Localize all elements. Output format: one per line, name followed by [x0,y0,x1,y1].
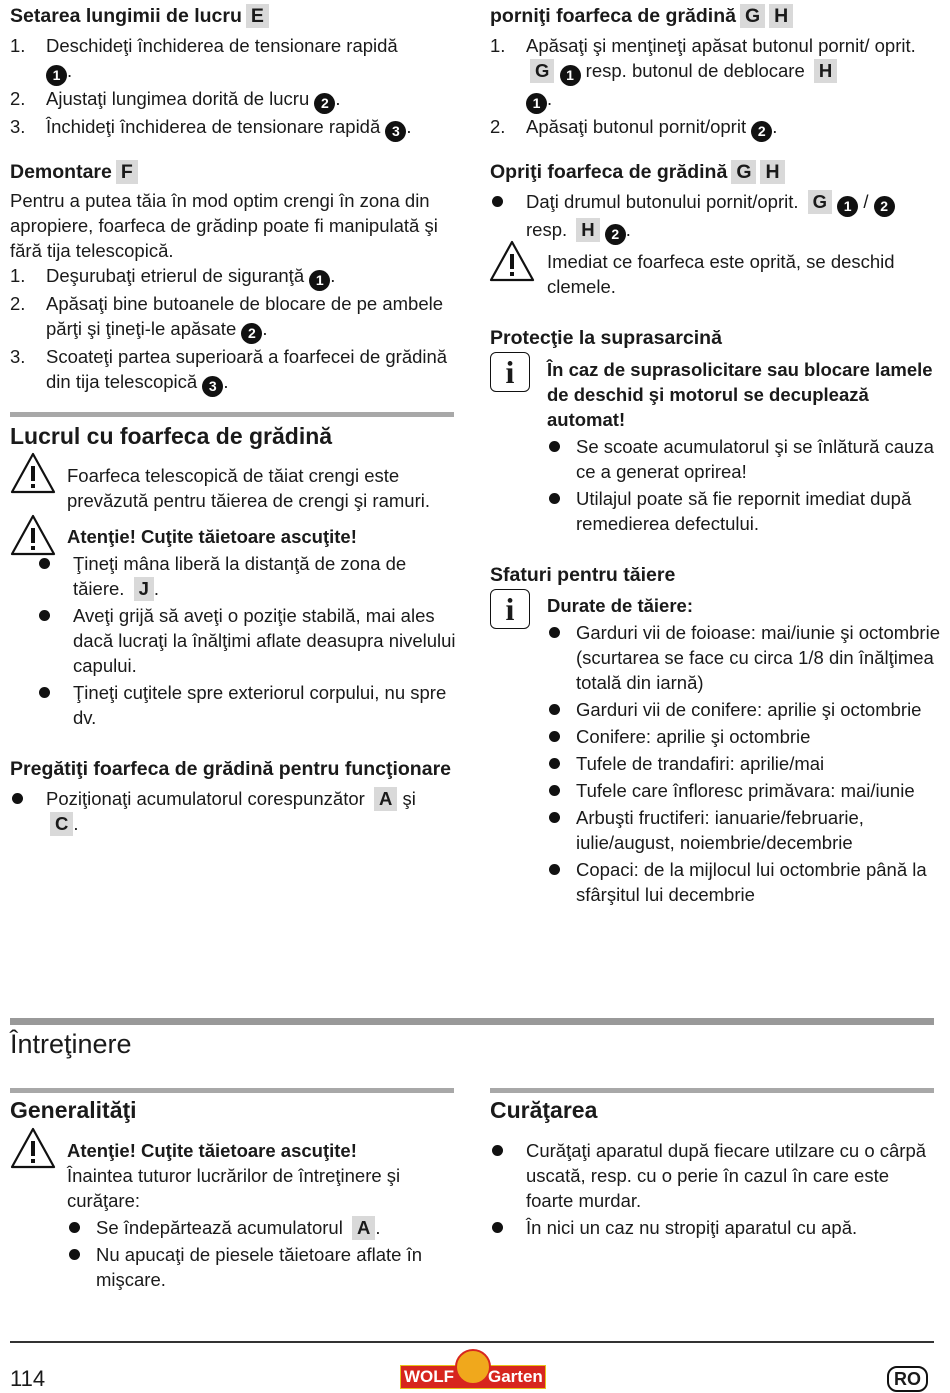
figure-tag: G [530,59,554,83]
info-icon: i [490,589,530,629]
list-item: 3. Scoateţi partea superioară a foarfecei de grădină din tija telescopică 3 . [10,344,455,397]
section-rule [10,1018,934,1025]
warning-title: Atenţie! Cuţite tăietoare ascuţite! [67,1140,357,1161]
heading-working-length: Setarea lungimii de lucru E [10,3,455,29]
section-stop [490,159,935,247]
step-number-icon: 3 [385,121,406,142]
list-item: Ţineţi mâna liberă la distanţă de zona de tăiere. J . [37,551,457,601]
figure-tag: A [352,1216,375,1240]
list-item: 1. Apăsaţi şi menţineţi apăsat butonul pornit/ oprit. G 1 resp. butonul de deblocare H 1 . [490,33,935,114]
list-item: Se scoate acumulatorul şi se înlătură cauza ce a generat oprirea! [547,434,942,484]
info-text: În caz de suprasolicitare sau blocare lamele de deschid şi motorul se decuplează automat! [547,359,933,430]
list-item: 1. Deschideţi închiderea de tensionare rapidă 1 . [10,33,455,86]
cleaning-list [490,1138,935,1242]
section-rule [10,412,454,417]
step-number-icon: 2 [314,93,335,114]
figure-tag: H [760,160,784,184]
section-working-length [10,3,455,142]
list-item: Tufele de trandafiri: aprilie/mai [547,751,942,776]
warning-block [67,1138,452,1294]
list-item: Ţineţi cuţitele spre exteriorul corpului, nu spre dv. [37,680,457,730]
step-number-icon: 2 [241,323,262,344]
footer-rule [10,1341,934,1343]
list-item: Daţi drumul butonului pornit/oprit. G 1 / 2 resp. H 2 . [490,189,935,245]
list-item: Utilajul poate să fie repornit imediat după remedierea defectului. [547,486,942,536]
list-item: Nu apucaţi de piesele tăietoare aflate în mişcare. [67,1242,452,1292]
figure-tag: H [769,4,793,28]
list-item: Poziţionaţi acumulatorul corespunzător A şi C . [10,786,455,836]
heading-cleaning: Curăţarea [490,1097,598,1123]
figure-tag: F [116,160,138,184]
info-block [547,593,942,909]
list-item: Se îndepărtează acumulatorul A . [67,1215,452,1240]
info-block [547,357,942,538]
list-item: 3. Închideţi închiderea de tensionare rapidă 3 . [10,114,455,142]
heading-working: Lucrul cu foarfeca de grădină [10,423,333,449]
section-rule [10,1088,454,1093]
list-item: Garduri vii de conifere: aprilie şi octombrie [547,697,942,722]
figure-tag: H [814,59,837,83]
warning-text: Înaintea tuturor lucrărilor de întreţinere şi curăţare: [67,1165,401,1211]
language-badge: RO [887,1366,928,1392]
step-number-icon: 1 [526,93,547,114]
list-item: 2. Ajustaţi lungimea dorită de lucru 2 . [10,86,455,114]
warning-icon [10,1126,56,1170]
figure-tag: H [576,218,599,242]
info-icon: i [490,352,530,392]
list-item: Arbuşti fructiferi: ianuarie/februarie, iulie/august, noiembrie/decembrie [547,805,942,855]
step-number-icon: 3 [202,376,223,397]
page-number: 114 [10,1366,46,1391]
list-item: 2. Apăsaţi bine butoanele de blocare de pe ambele părţi şi ţineţi-le apăsate 2 . [10,291,455,344]
warning-icon [10,451,56,495]
intro-text: Pentru a putea tăia în mod optim crengi în zona din apropiere, foarfeca de grădinp poate fi manipulată şi fără tija telescopică. [10,190,438,261]
list-item: Aveţi grijă să aveţi o poziţie stabilă, mai ales dacă lucraţi la înălţimi aflate deasupra nivelului capului. [37,603,457,678]
heading-demontare: Demontare F [10,159,455,185]
list-item: Garduri vii de foioase: mai/iunie şi octombrie (scurtarea se face cu circa 1/8 din înălţimea totală din iarnă) [547,620,942,695]
section-demontare [10,159,455,397]
step-number-icon: 1 [46,65,67,86]
figure-tag: G [740,4,765,28]
section-overload [490,325,935,351]
heading-start: porniţi foarfeca de grădină G H [490,3,935,29]
section-tips [490,562,935,588]
step-number-icon: 2 [605,224,626,245]
step-number-icon: 1 [560,65,581,86]
list-item: Copaci: de la mijlocul lui octombrie până la sfârşitul lui decembrie [547,857,942,907]
figure-tag: J [134,577,154,601]
warning-title: Atenţie! Cuţite tăietoare ascuţite! [67,526,357,547]
heading-prepare: Pregătiţi foarfeca de grădină pentru funcţionare [10,758,451,780]
list-item: În nici un caz nu stropiţi aparatul cu apă. [490,1215,935,1240]
list-item: Curăţaţi aparatul după fiecare utilzare cu o cârpă uscată, resp. cu o perie în cazul în care este foarte murdar. [490,1138,935,1213]
wolf-head-icon [455,1349,491,1385]
heading-tips: Sfaturi pentru tăiere [490,564,676,586]
step-number-icon: 2 [874,196,895,217]
list-item: Conifere: aprilie şi octombrie [547,724,942,749]
section-rule [490,1088,934,1093]
heading-maintenance: Întreţinere [10,1029,132,1059]
section-working [10,421,455,451]
heading-general: Generalităţi [10,1097,137,1123]
figure-tag: G [731,160,756,184]
warning-block [67,524,457,732]
step-number-icon: 1 [309,270,330,291]
info-text: Durate de tăiere: [547,595,693,616]
step-number-icon: 1 [837,196,858,217]
warning-icon [489,239,535,283]
wolf-garten-logo: WOLF Garten [400,1349,546,1389]
warning-text: Imediat ce foarfeca este oprită, se deschid clemele. [547,251,895,297]
section-prepare [10,756,455,838]
list-item: 2. Apăsaţi butonul pornit/oprit 2 . [490,114,935,142]
list-item: 1. Deşurubaţi etrierul de siguranţă 1 . [10,263,455,291]
list-item: Tufele care înfloresc primăvara: mai/iunie [547,778,942,803]
step-number-icon: 2 [751,121,772,142]
figure-tag: C [50,812,73,836]
figure-tag: E [246,4,269,28]
figure-tag: G [808,190,832,214]
heading-overload: Protecţie la suprasarcină [490,327,722,349]
heading-stop: Opriţi foarfeca de grădină G H [490,159,935,185]
section-start [490,3,935,142]
warning-text: Foarfeca telescopică de tăiat crengi este prevăzută pentru tăierea de crengi şi ramuri. [67,465,430,511]
figure-tag: A [374,787,397,811]
